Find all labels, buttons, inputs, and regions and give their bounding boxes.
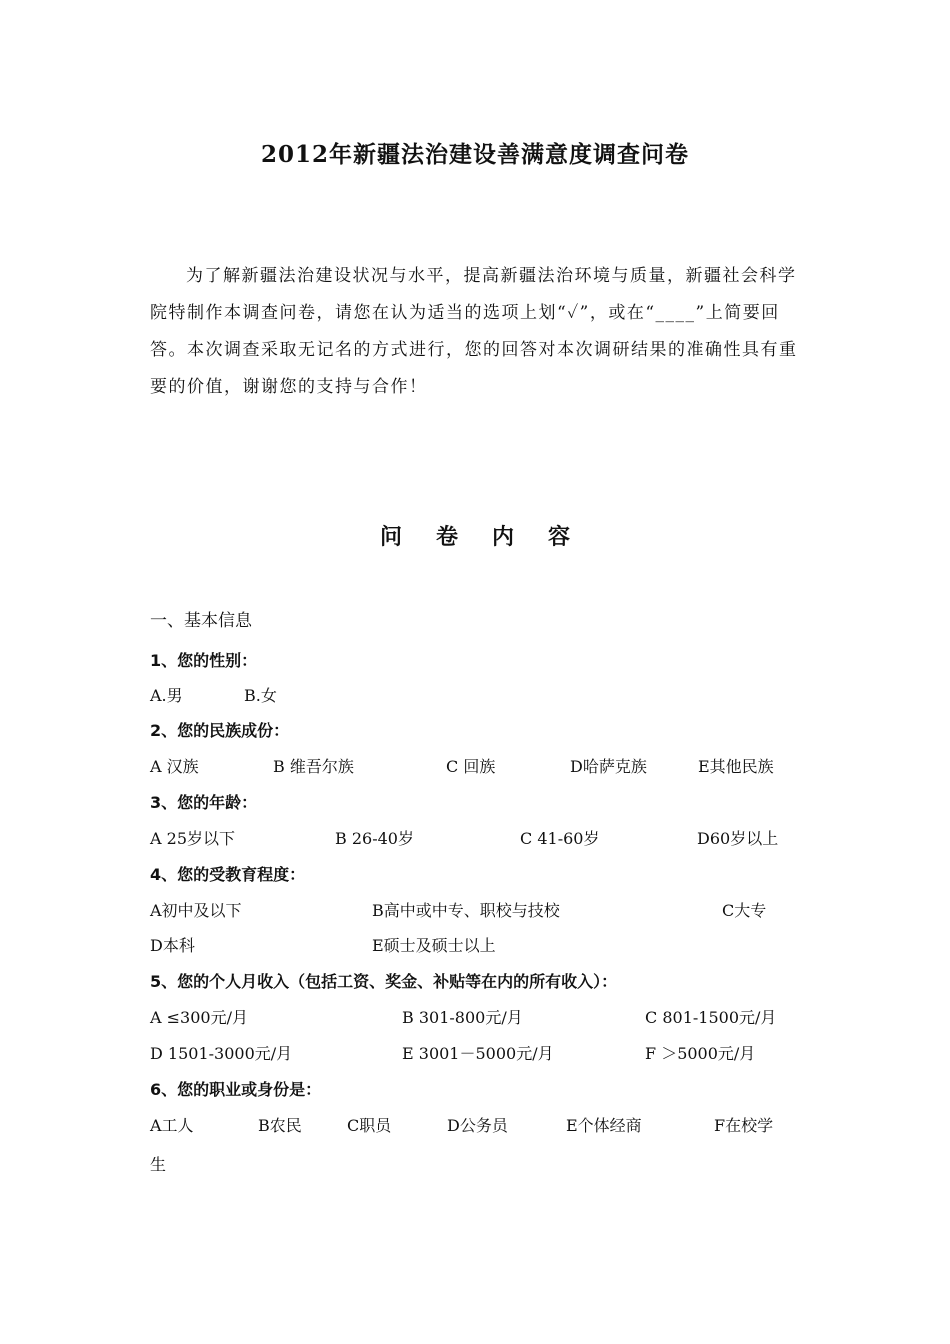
section-char: 容 — [548, 524, 571, 550]
option-5b[interactable]: B 301-800元/月 — [402, 1008, 523, 1027]
option-5c[interactable]: C 801-1500元/月 — [645, 1008, 777, 1027]
question-2: 2、您的民族成份： — [150, 721, 290, 740]
option-2b[interactable]: B 维吾尔族 — [273, 757, 354, 776]
section-char: 卷 — [435, 524, 458, 550]
document-title: 2012年新疆法治建设善满意度调查问卷 — [260, 141, 689, 168]
option-3a[interactable]: A 25岁以下 — [150, 829, 236, 848]
option-6c[interactable]: C职员 — [347, 1116, 392, 1135]
option-5d[interactable]: D 1501-3000元/月 — [150, 1044, 293, 1063]
option-6a[interactable]: A工人 — [150, 1116, 194, 1135]
question-3: 3、您的年龄： — [150, 793, 258, 812]
option-4c[interactable]: C大专 — [722, 901, 767, 920]
option-5f[interactable]: F ＞5000元/月 — [645, 1044, 756, 1063]
option-4d[interactable]: D本科 — [150, 936, 195, 955]
question-6: 6、您的职业或身份是： — [150, 1080, 322, 1099]
option-3b[interactable]: B 26-40岁 — [335, 829, 414, 848]
option-5e[interactable]: E 3001－5000元/月 — [402, 1044, 554, 1063]
option-5a[interactable]: A ≤300元/月 — [150, 1008, 248, 1027]
option-1a[interactable]: A.男 — [150, 686, 183, 705]
intro-text: 为了解新疆法治建设状况与水平，提高新疆法治环境与质量，新疆社会科学院特制作本调查问卷，请您在认为适当的选项上划“✓”，或在“____”上简要回答。本次调查采取无记名的方式进行，您的回答对本次调研结果的准确性具有重要的价值，谢谢您的支持与合作！ — [150, 266, 798, 397]
part-heading: 一、基本信息 — [150, 611, 252, 631]
option-6d[interactable]: D公务员 — [447, 1116, 508, 1135]
option-2d[interactable]: D哈萨克族 — [570, 757, 647, 776]
option-1b[interactable]: B.女 — [244, 686, 277, 705]
option-4b[interactable]: B高中或中专、职校与技校 — [372, 901, 560, 920]
question-1: 1、您的性别： — [150, 651, 258, 670]
option-6f-wrap: 生 — [150, 1155, 167, 1174]
section-char: 内 — [492, 524, 515, 550]
option-2a[interactable]: A 汉族 — [150, 757, 199, 776]
option-3c[interactable]: C 41-60岁 — [520, 829, 600, 848]
option-2e[interactable]: E其他民族 — [698, 757, 774, 776]
section-char: 问 — [379, 524, 402, 550]
option-3d[interactable]: D60岁以上 — [697, 829, 779, 848]
option-2c[interactable]: C 回族 — [446, 757, 496, 776]
option-6e[interactable]: E个体经商 — [566, 1116, 642, 1135]
option-6b[interactable]: B农民 — [258, 1116, 302, 1135]
option-4a[interactable]: A初中及以下 — [150, 901, 242, 920]
option-4e[interactable]: E硕士及硕士以上 — [372, 936, 496, 955]
section-heading — [0, 520, 950, 551]
question-5: 5、您的个人月收入（包括工资、奖金、补贴等在内的所有收入）： — [150, 972, 618, 991]
option-6f[interactable]: F在校学 — [714, 1116, 774, 1135]
question-4: 4、您的受教育程度： — [150, 865, 306, 884]
intro-paragraph — [150, 258, 810, 406]
